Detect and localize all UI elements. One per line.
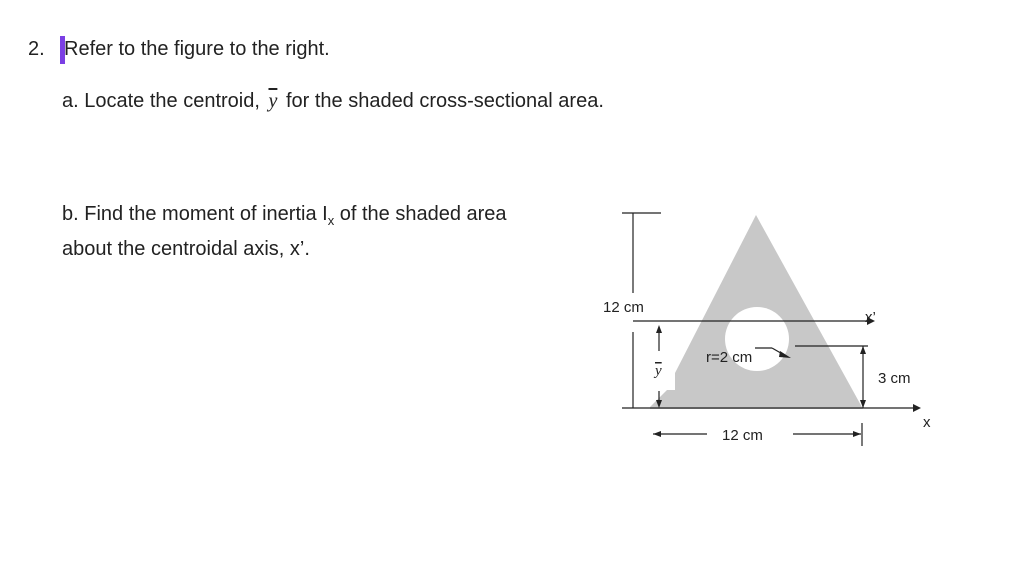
centroidal-axis-label: x’ xyxy=(865,309,876,326)
part-b-line2: about the centroidal axis, x’. xyxy=(62,238,310,260)
part-b-prompt xyxy=(62,200,582,264)
question-number: 2. xyxy=(28,38,45,60)
x-axis-arrowhead xyxy=(913,404,921,412)
ybar-symbol: $\overline{y}$ xyxy=(268,90,278,112)
ybar-figure-label: y xyxy=(655,363,662,379)
question-title: Refer to the figure to the right. xyxy=(64,38,330,60)
part-a-prompt xyxy=(62,90,604,113)
base-label: 12 cm xyxy=(722,427,763,444)
offset-label: 3 cm xyxy=(878,370,911,387)
part-b-subscript: x xyxy=(327,213,335,228)
radius-label: r=2 cm xyxy=(706,349,753,366)
part-b-line1-before: b. Find the moment of inertia I xyxy=(62,203,328,225)
cross-section-figure xyxy=(595,205,940,450)
part-a-text-before: a. Locate the centroid, xyxy=(62,90,260,112)
base-arrow-left xyxy=(653,431,661,437)
height-label: 12 cm xyxy=(603,299,644,316)
base-arrow-right xyxy=(853,431,861,437)
part-a-text-after: for the shaded cross-sectional area. xyxy=(285,90,604,112)
part-b-line1-after: of the shaded area xyxy=(334,203,507,225)
ybar-arrow-up xyxy=(656,325,662,333)
x-axis-label: x xyxy=(923,414,931,431)
offset-arrow-up xyxy=(860,346,866,354)
